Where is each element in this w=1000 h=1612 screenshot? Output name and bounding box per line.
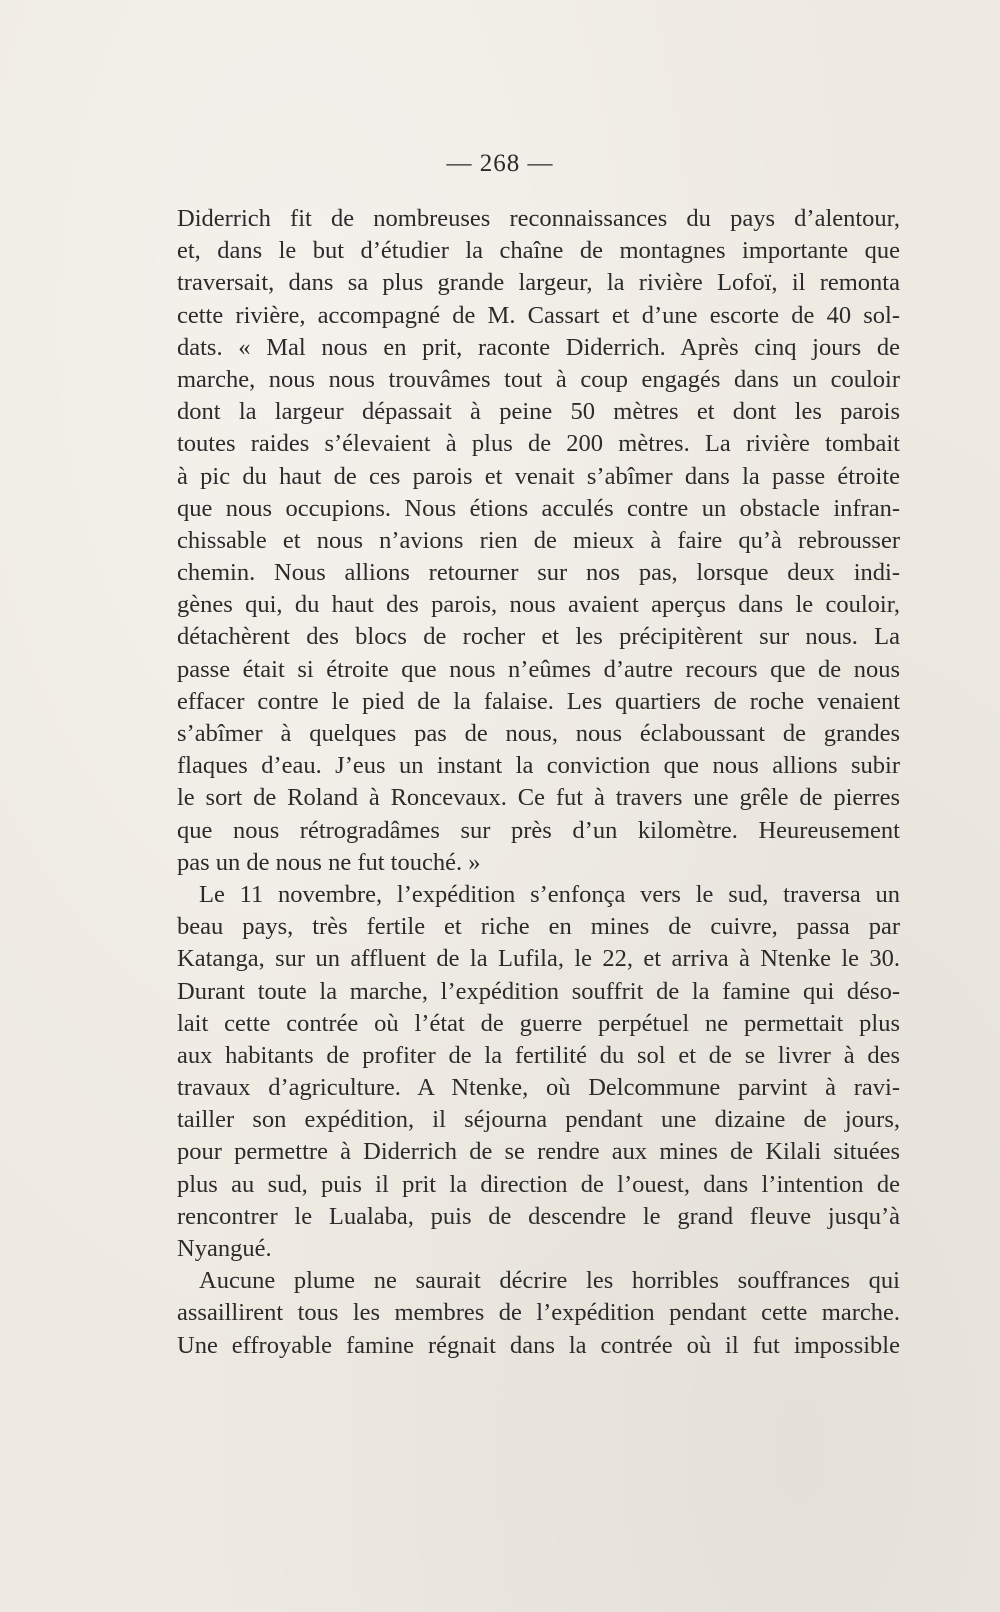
page-number: — 268 — — [446, 150, 554, 177]
text-line: effacer contre le pied de la falaise. Les quartiers de roche venaient — [177, 687, 900, 715]
text-line: détachèrent des blocs de rocher et les précipitèrent sur nous. La — [177, 623, 900, 651]
text-line: assaillirent tous les membres de l’expédition pendant cette marche. — [177, 1299, 900, 1327]
text-line: Durant toute la marche, l’expédition souffrit de la famine qui déso- — [177, 977, 900, 1005]
text-line: Le 11 novembre, l’expédition s’enfonça vers le sud, traversa un — [199, 880, 900, 908]
text-line: chissable et nous n’avions rien de mieux à faire qu’à rebrousser — [177, 526, 900, 554]
text-line: toutes raides s’élevaient à plus de 200 mètres. La rivière tombait — [177, 430, 900, 458]
text-line: traversait, dans sa plus grande largeur, la rivière Lofoï, il remonta — [177, 269, 900, 297]
text-line: lait cette contrée où l’état de guerre perpétuel ne permettait plus — [177, 1009, 900, 1037]
text-line: que nous rétrogradâmes sur près d’un kilomètre. Heureusement — [177, 816, 900, 844]
text-line: à pic du haut de ces parois et venait s’abîmer dans la passe étroite — [177, 462, 900, 490]
text-line: chemin. Nous allions retourner sur nos pas, lorsque deux indi- — [177, 559, 900, 587]
text-line: pas un de nous ne fut touché. » — [177, 848, 481, 876]
paragraph-1 — [177, 203, 900, 879]
text-line: Diderrich fit de nombreuses reconnaissances du pays d’alentour, — [177, 205, 900, 232]
text-line: s’abîmer à quelques pas de nous, nous éclaboussant de grandes — [177, 720, 900, 747]
text-line: passe était si étroite que nous n’eûmes d’autre recours que de nous — [177, 655, 900, 683]
text-line: travaux d’agriculture. A Ntenke, où Delcommune parvint à ravi- — [177, 1074, 900, 1102]
text-line: tailler son expédition, il séjourna pendant une dizaine de jours, — [177, 1106, 900, 1134]
body-text — [177, 203, 900, 1362]
text-line: marche, nous nous trouvâmes tout à coup engagés dans un couloir — [177, 365, 900, 393]
text-line: Une effroyable famine régnait dans la contrée où il fut impossible — [177, 1331, 900, 1359]
paragraph-2 — [177, 879, 900, 1265]
text-line: dont la largeur dépassait à peine 50 mètres et dont les parois — [177, 398, 900, 426]
text-line: plus au sud, puis il prit la direction de l’ouest, dans l’intention de — [177, 1170, 900, 1198]
text-line: et, dans le but d’étudier la chaîne de montagnes importante que — [177, 237, 900, 265]
paragraph-3 — [177, 1265, 900, 1362]
text-line: Katanga, sur un affluent de la Lufila, le 22, et arriva à Ntenke le 30. — [177, 945, 900, 973]
text-line: Aucune plume ne saurait décrire les horribles souffrances qui — [199, 1267, 900, 1295]
text-line: aux habitants de profiter de la fertilité du sol et de se livrer à des — [177, 1041, 900, 1069]
text-line: dats. « Mal nous en prit, raconte Diderrich. Après cinq jours de — [177, 333, 900, 361]
text-line: gènes qui, du haut des parois, nous avaient aperçus dans le couloir, — [177, 591, 900, 619]
text-line: Nyangué. — [177, 1235, 272, 1262]
text-line: beau pays, très fertile et riche en mines de cuivre, passa par — [177, 913, 900, 941]
text-line: cette rivière, accompagné de M. Cassart et d’une escorte de 40 sol- — [177, 301, 900, 329]
text-line: rencontrer le Lualaba, puis de descendre le grand fleuve jusqu’à — [177, 1202, 900, 1230]
text-line: pour permettre à Diderrich de se rendre aux mines de Kilali situées — [177, 1138, 900, 1166]
text-line: flaques d’eau. J’eus un instant la conviction que nous allions subir — [177, 752, 900, 780]
text-line: que nous occupions. Nous étions acculés contre un obstacle infran- — [177, 494, 900, 522]
text-line: le sort de Roland à Roncevaux. Ce fut à travers une grêle de pierres — [177, 784, 900, 812]
